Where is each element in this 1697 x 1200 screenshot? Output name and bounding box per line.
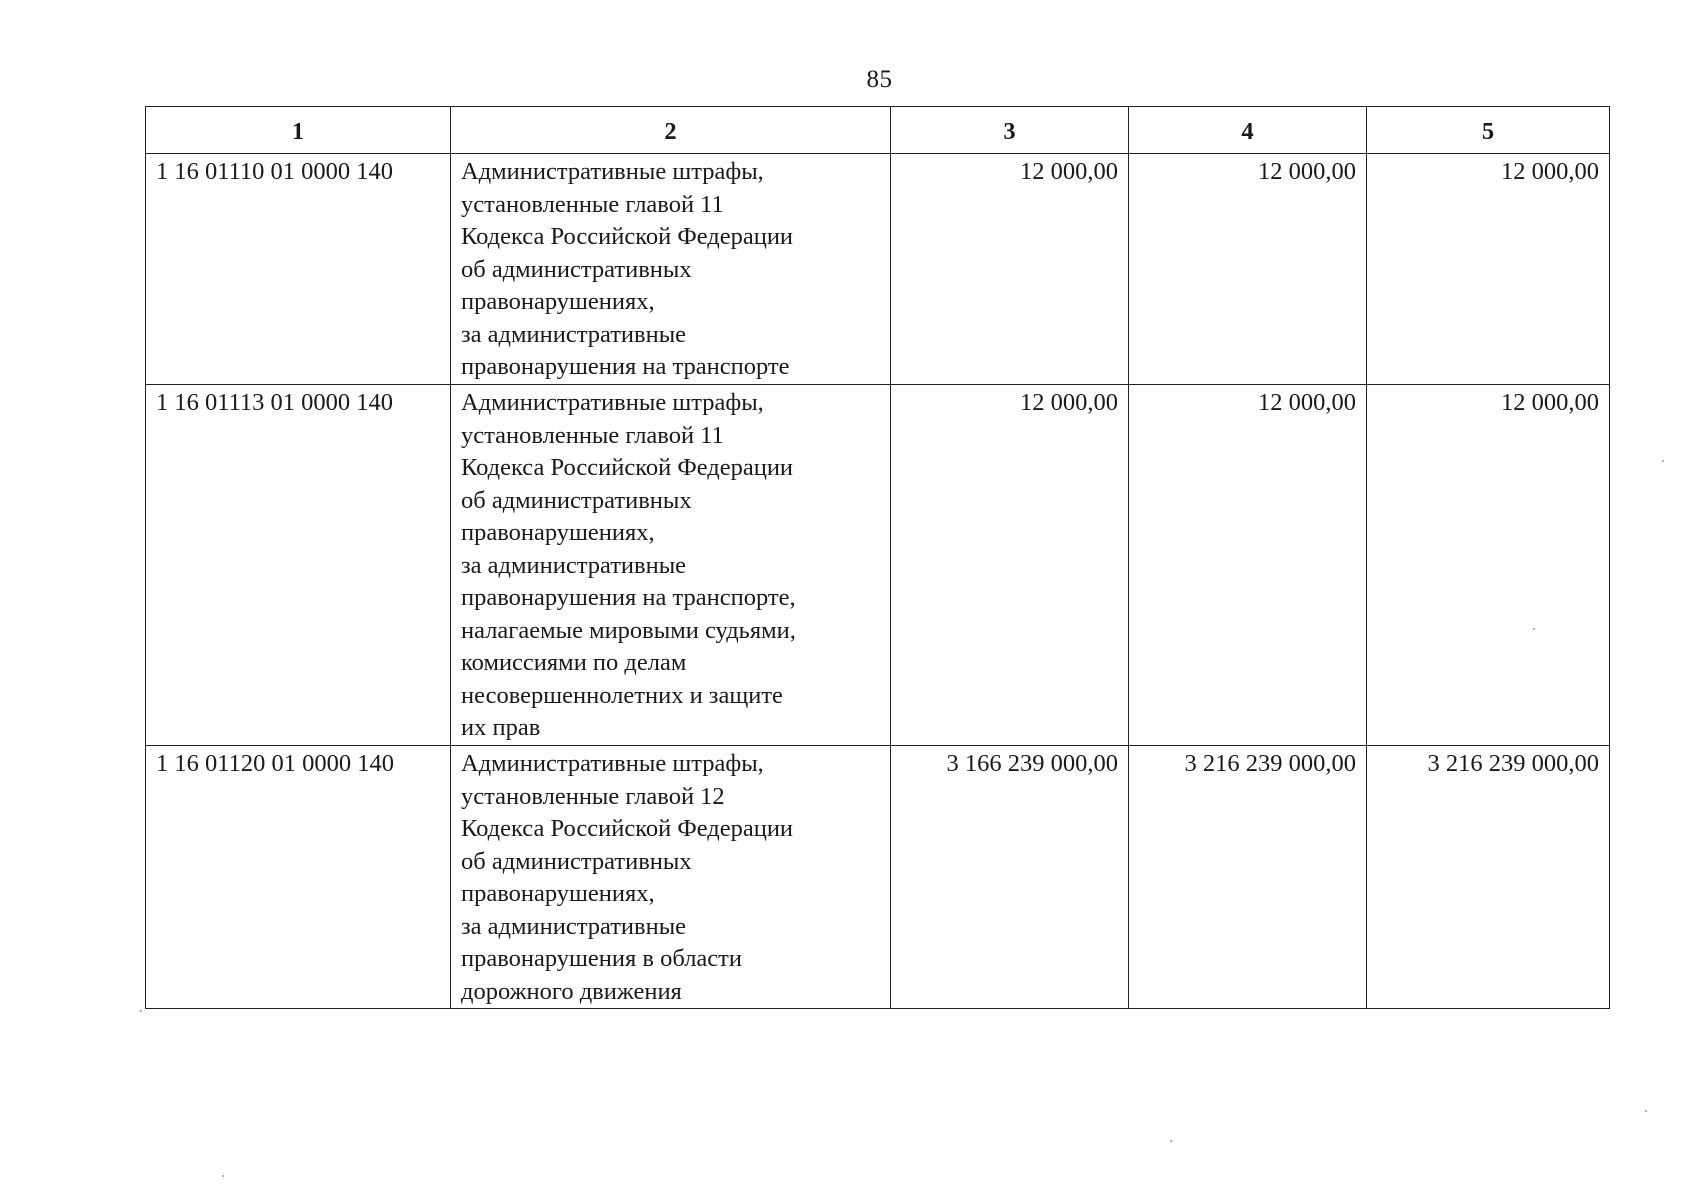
name-line: Кодекса Российской Федерации — [461, 815, 794, 842]
name-line: правонарушениях, — [461, 519, 655, 546]
name-line: правонарушения в области — [461, 945, 742, 972]
name-line: правонарушения на транспорте, — [461, 584, 796, 611]
name-line: установленные главой 11 — [461, 421, 724, 449]
name-line: комиссиями по делам — [461, 649, 687, 676]
revenue-name-cell — [451, 154, 891, 385]
amount-col3-cell: 3 166 239 000,00 — [891, 746, 1129, 1009]
name-line: за административные — [461, 912, 687, 940]
name-line: Административные штрафы, — [461, 389, 764, 416]
name-line: правонарушения на транспорте — [461, 353, 790, 380]
scan-speck — [1645, 1110, 1647, 1112]
budget-code-cell: 1 16 01110 01 0000 140 — [146, 154, 451, 385]
name-line: их прав — [461, 714, 541, 741]
column-header-2: 2 — [451, 107, 891, 154]
table-row — [146, 154, 1610, 385]
name-line: правонарушениях, — [461, 880, 655, 907]
name-line: установленные главой 12 — [461, 782, 725, 810]
column-header-5: 5 — [1367, 107, 1610, 154]
amount-col4-cell: 12 000,00 — [1129, 154, 1367, 385]
name-line: Кодекса Российской Федерации — [461, 454, 794, 481]
name-line: дорожного движения — [461, 977, 682, 1005]
name-line: правонарушениях, — [461, 288, 655, 315]
name-line: об административных — [461, 847, 692, 875]
name-line: об административных — [461, 255, 692, 283]
amount-col4-cell: 3 216 239 000,00 — [1129, 746, 1367, 1009]
scan-speck — [1170, 1140, 1172, 1142]
column-header-4: 4 — [1129, 107, 1367, 154]
table-row — [146, 746, 1610, 1009]
scan-speck — [1662, 460, 1664, 462]
name-line: Кодекса Российской Федерации — [461, 223, 794, 250]
amount-col5-cell: 12 000,00 — [1367, 154, 1610, 385]
table-header-row — [146, 107, 1610, 154]
name-line: об административных — [461, 486, 692, 514]
amount-col5-cell: 12 000,00 — [1367, 385, 1610, 746]
scan-speck — [140, 1010, 142, 1012]
name-line: несовершеннолетних и защите — [461, 681, 783, 709]
name-line: Административные штрафы, — [461, 158, 764, 185]
amount-col3-cell: 12 000,00 — [891, 154, 1129, 385]
amount-col4-cell: 12 000,00 — [1129, 385, 1367, 746]
column-header-3: 3 — [891, 107, 1129, 154]
budget-code-cell: 1 16 01120 01 0000 140 — [146, 746, 451, 1009]
scan-speck — [222, 1175, 224, 1177]
table-row — [146, 385, 1610, 746]
revenue-table — [145, 106, 1610, 1009]
amount-col5-cell: 3 216 239 000,00 — [1367, 746, 1610, 1009]
name-line: Административные штрафы, — [461, 750, 764, 777]
budget-code-cell: 1 16 01113 01 0000 140 — [146, 385, 451, 746]
name-line: за административные — [461, 551, 687, 579]
page-number: 85 — [866, 66, 893, 93]
name-line: налагаемые мировыми судьями, — [461, 616, 796, 644]
amount-col3-cell: 12 000,00 — [891, 385, 1129, 746]
revenue-name-cell — [451, 746, 891, 1009]
scan-speck — [1533, 628, 1535, 630]
name-line: за административные — [461, 320, 687, 348]
revenue-name-cell — [451, 385, 891, 746]
column-header-1: 1 — [146, 107, 451, 154]
name-line: установленные главой 11 — [461, 190, 724, 218]
